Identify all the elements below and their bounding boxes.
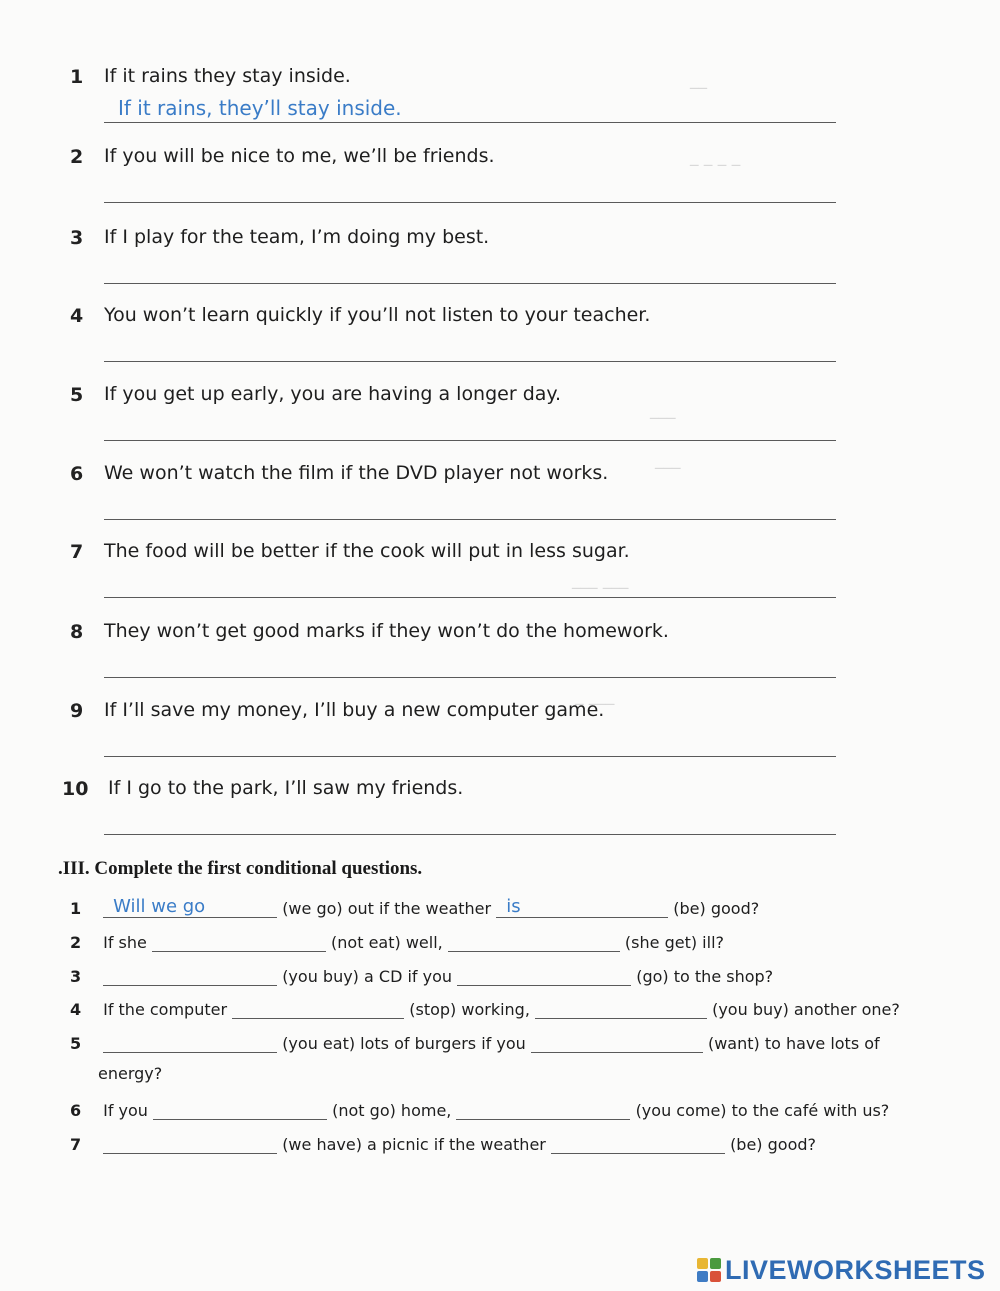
item-sentence: We won’t watch the film if the DVD player not works.: [104, 462, 609, 484]
answer-line: [104, 414, 836, 441]
answer-line: [104, 730, 836, 757]
blank-line: [152, 929, 326, 952]
answer-line: [104, 176, 836, 203]
answer-input[interactable]: [104, 257, 850, 281]
answer-input[interactable]: [103, 895, 277, 917]
blank-line: [153, 1097, 327, 1120]
answer-input[interactable]: [531, 1030, 703, 1052]
item-number: 3: [70, 227, 84, 249]
question-row: [70, 1030, 880, 1054]
question-text: (stop) working,: [409, 1000, 530, 1019]
answer-input[interactable]: [104, 571, 850, 595]
question-text: (you buy) a CD if you: [282, 967, 453, 986]
question-row: [70, 1131, 816, 1155]
answer-input[interactable]: [103, 1030, 277, 1052]
answer-input[interactable]: [448, 929, 620, 951]
question-number: 3: [70, 967, 82, 986]
item-sentence: You won’t learn quickly if you’ll not listen to your teacher.: [104, 304, 651, 326]
question-text: (you come) to the café with us?: [635, 1101, 890, 1120]
answer-input[interactable]: [457, 963, 631, 985]
item-sentence: If I go to the park, I’ll saw my friends.: [108, 777, 464, 799]
question-number: 7: [70, 1135, 82, 1154]
question-row: [70, 929, 724, 953]
question-text: (not go) home,: [332, 1101, 452, 1120]
answer-input[interactable]: [103, 1131, 277, 1153]
blank-line: [103, 1030, 277, 1053]
item-sentence: If I’ll save my money, I’ll buy a new computer game.: [104, 699, 605, 721]
blank-line: [531, 1030, 703, 1053]
item-number: 6: [70, 463, 84, 485]
question-text: (you eat) lots of burgers if you: [282, 1034, 526, 1053]
question-text: (be) good?: [673, 899, 760, 918]
question-text: (we have) a picnic if the weather: [282, 1135, 546, 1154]
answer-input[interactable]: [496, 895, 668, 917]
question-number: 4: [70, 1000, 82, 1019]
item-sentence: The food will be better if the cook will put in less sugar.: [104, 540, 630, 562]
question-number: 1: [70, 899, 82, 918]
question-row: [70, 996, 900, 1020]
item-sentence: If I play for the team, I’m doing my best.: [104, 226, 490, 248]
item-sentence: If it rains they stay inside.: [104, 65, 351, 87]
item-number: 4: [70, 305, 84, 327]
answer-line: [104, 651, 836, 678]
question-continuation: energy?: [98, 1064, 163, 1083]
answer-line: [104, 808, 836, 835]
question-text: If the computer: [103, 1000, 228, 1019]
answer-input[interactable]: [551, 1131, 725, 1153]
answer-input[interactable]: [104, 96, 850, 120]
question-text: (she get) ill?: [624, 933, 724, 952]
item-number: 7: [70, 541, 84, 563]
answer-line: [104, 335, 836, 362]
answer-line: [104, 257, 836, 284]
blank-line: [535, 996, 707, 1019]
answer-line: [104, 571, 836, 598]
question-number: 6: [70, 1101, 82, 1120]
section-heading: .III. Complete the first conditional questions.: [58, 858, 423, 879]
question-text: (you buy) another one?: [712, 1000, 900, 1019]
answer-input[interactable]: [103, 963, 277, 985]
question-text: (not eat) well,: [331, 933, 443, 952]
blank-line: [448, 929, 620, 952]
item-number: 9: [70, 700, 84, 722]
question-text: (want) to have lots of: [707, 1034, 880, 1053]
item-number: 5: [70, 384, 84, 406]
blank-line: [103, 895, 277, 918]
logo-text: LIVEWORKSHEETS: [725, 1255, 986, 1285]
answer-input[interactable]: [104, 808, 850, 832]
item-number: 1: [70, 66, 84, 88]
answer-input[interactable]: [456, 1097, 630, 1119]
question-text: (go) to the shop?: [636, 967, 774, 986]
answer-input[interactable]: [152, 929, 326, 951]
blank-line: [457, 963, 631, 986]
question-row: [70, 895, 759, 919]
question-text: If she: [103, 933, 147, 952]
answer-input[interactable]: [104, 335, 850, 359]
answer-input[interactable]: [104, 176, 850, 200]
blank-line: [103, 963, 277, 986]
answer-input[interactable]: [104, 730, 850, 754]
item-sentence: They won’t get good marks if they won’t do the homework.: [104, 620, 669, 642]
item-number: 2: [70, 146, 84, 168]
question-number: 5: [70, 1034, 82, 1053]
logo-icon: [697, 1258, 721, 1282]
item-sentence: If you will be nice to me, we’ll be friends.: [104, 145, 495, 167]
blank-line: [551, 1131, 725, 1154]
blank-line: [232, 996, 404, 1019]
blank-line: [103, 1131, 277, 1154]
answer-input[interactable]: [104, 651, 850, 675]
question-number: 2: [70, 933, 82, 952]
question-text: If you: [103, 1101, 148, 1120]
answer-input[interactable]: [153, 1097, 327, 1119]
question-row: [70, 963, 773, 987]
answer-input[interactable]: [535, 996, 707, 1018]
blank-line: [456, 1097, 630, 1120]
answer-input[interactable]: [232, 996, 404, 1018]
question-text: (be) good?: [730, 1135, 817, 1154]
question-row: [70, 1097, 889, 1121]
item-number: 10: [62, 778, 89, 800]
item-number: 8: [70, 621, 84, 643]
answer-input[interactable]: [104, 414, 850, 438]
answer-line: [104, 96, 836, 123]
answer-line: [104, 493, 836, 520]
item-sentence: If you get up early, you are having a longer day.: [104, 383, 561, 405]
answer-input[interactable]: [104, 493, 850, 517]
blank-line: [496, 895, 668, 918]
question-text: (we go) out if the weather: [282, 899, 492, 918]
